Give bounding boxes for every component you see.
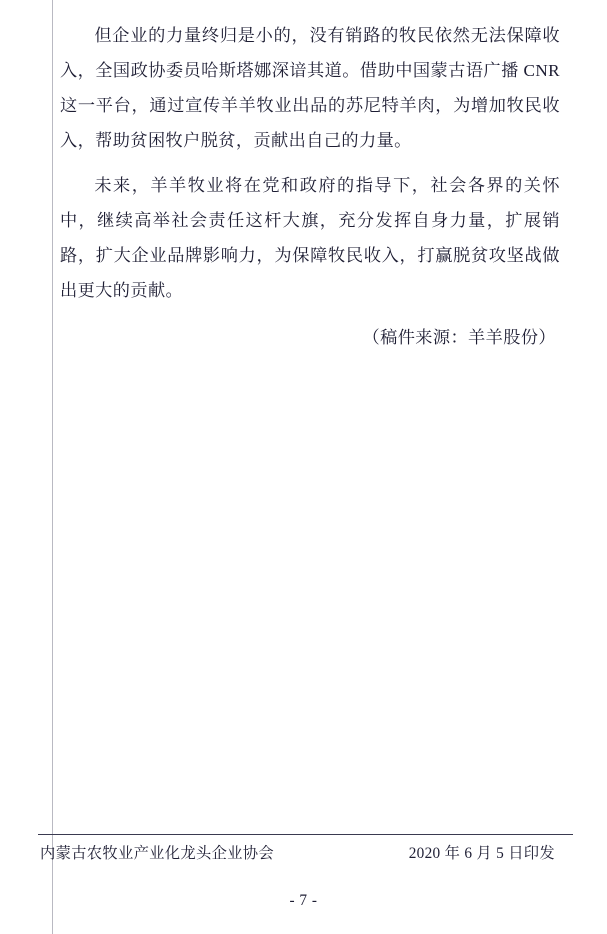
footer-issue-date: 2020 年 6 月 5 日印发 — [408, 845, 555, 862]
footer-divider — [38, 834, 573, 835]
body-paragraph-1: 但企业的力量终归是小的，没有销路的牧民依然无法保障收入，全国政协委员哈斯塔娜深谙其道。借助中国蒙古语广播 CNR 这一平台，通过宣传羊羊牧业出品的苏尼特羊肉，为增加牧民收入，帮助贫困牧户脱贫，贡献出自己的力量。 — [60, 26, 560, 150]
footer-organization: 内蒙古农牧业产业化龙头企业协会 — [40, 845, 274, 862]
page-number: - 7 - — [289, 892, 318, 909]
source-attribution: （稿件来源：羊羊股份） — [362, 328, 556, 347]
left-margin-rule — [52, 0, 53, 934]
body-paragraph-2: 未来，羊羊牧业将在党和政府的指导下，社会各界的关怀中，继续高举社会责任这杆大旗，充分发挥自身力量，扩展销路，扩大企业品牌影响力，为保障牧民收入，打赢脱贫攻坚战做出更大的贡献。 — [60, 176, 560, 300]
footer-row — [38, 841, 573, 863]
document-body — [60, 18, 560, 355]
page-footer — [38, 834, 573, 868]
